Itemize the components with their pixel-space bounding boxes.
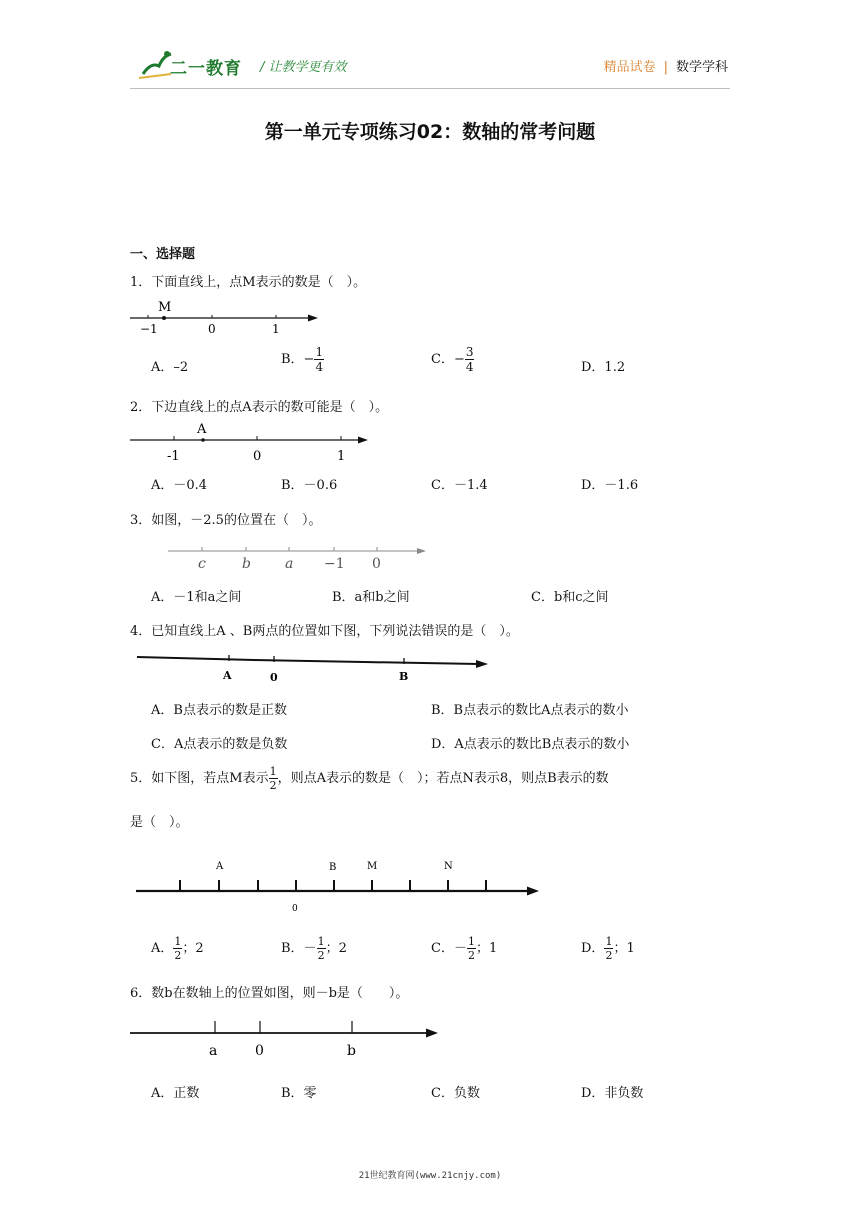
- question-4-stem: 4．已知直线上A 、B两点的位置如下图，下列说法错误的是（ ）。: [130, 624, 519, 639]
- q4-option-b: B．B点表示的数比A点表示的数小: [431, 703, 629, 718]
- question-6-stem: 6．数b在数轴上的位置如图，则－b是（ ）。: [130, 986, 409, 1001]
- q5-option-d-tail: ；1: [613, 941, 635, 956]
- header-label-exam: 精品试卷: [603, 60, 656, 75]
- q5-option-b-prefix: B．－: [281, 941, 317, 956]
- q5-label-b: B: [329, 862, 337, 873]
- q3-arrow-icon: [417, 548, 426, 554]
- q4-option-a: A．B点表示的数是正数: [151, 703, 287, 718]
- q4-number-line: [134, 648, 494, 686]
- q4-option-d: D．A点表示的数比B点表示的数小: [431, 737, 630, 752]
- q5-label-m: M: [367, 861, 378, 872]
- q3-option-c: C．b和c之间: [531, 590, 609, 605]
- q3-label-c: c: [198, 556, 206, 572]
- slogan: / 让教学更有效: [260, 60, 347, 75]
- q3-option-a: A．－1和a之间: [151, 590, 242, 605]
- q1-option-c: [431, 346, 474, 373]
- q2-option-b: B．－0.6: [281, 478, 338, 493]
- q6-label-a: a: [209, 1043, 218, 1059]
- q3-number-line: [164, 540, 434, 576]
- q3-label-b: b: [242, 556, 251, 572]
- q5-label-a: A: [216, 861, 224, 872]
- q5-option-a-tail: ；2: [182, 941, 204, 956]
- q2-point-a: [201, 438, 205, 442]
- q5-option-a-prefix: A．: [151, 941, 174, 956]
- q2-label-a: A: [197, 422, 207, 437]
- header-separator: |: [663, 60, 668, 75]
- q1-label-m: M: [158, 300, 172, 315]
- q5-option-b: [281, 936, 347, 961]
- q5-option-a: [151, 936, 204, 961]
- q1-option-b-fraction: $\frac{1}{4}$: [315, 345, 324, 374]
- q1-point-m: [162, 316, 166, 320]
- q1-label-minus1: −1: [140, 322, 158, 336]
- q1-arrow-icon: [308, 315, 318, 322]
- question-5-stem-cont: 是（ ）。: [130, 815, 189, 830]
- q2-arrow-icon: [358, 437, 368, 444]
- q5-option-c: [431, 936, 497, 961]
- q1-option-b: [281, 346, 324, 373]
- q6-option-b: B．零: [281, 1086, 317, 1101]
- q5-option-c-prefix: C．－: [431, 941, 467, 956]
- q2-label-0: 0: [253, 449, 262, 464]
- q4-label-0: 0: [270, 671, 278, 684]
- q1-label-1: 1: [272, 322, 280, 336]
- question-5-stem: [130, 766, 609, 791]
- q2-option-c: C．－1.4: [431, 478, 488, 493]
- q6-label-0: 0: [255, 1043, 264, 1059]
- question-3-stem: 3．如图，－2.5的位置在（ ）。: [130, 513, 322, 528]
- q3-label-a: a: [285, 556, 294, 572]
- question-1-stem: 1．下面直线上，点M表示的数是（ ）。: [130, 275, 367, 290]
- q5-label-n: N: [444, 861, 453, 872]
- q5-option-a-fraction: $\frac{1}{2}$: [174, 935, 182, 962]
- q1-label-0: 0: [208, 322, 216, 336]
- q1-option-c-fraction: $\frac{3}{4}$: [465, 345, 474, 374]
- q6-option-c: C．负数: [431, 1086, 480, 1101]
- logo-text: 二一教育: [170, 59, 242, 79]
- q3-label-minus1: −1: [324, 556, 345, 572]
- header-label-subject: 数学学科: [675, 60, 728, 75]
- q5-option-b-tail: ；2: [325, 941, 347, 956]
- q5-option-c-tail: ；1: [475, 941, 498, 956]
- q4-axis: [137, 657, 479, 664]
- q4-arrow-icon: [476, 660, 488, 668]
- section-heading: 一、选择题: [130, 247, 196, 262]
- header-right: [604, 56, 728, 75]
- q1-number-line: [128, 296, 328, 338]
- q2-option-a: A．－0.4: [151, 478, 208, 493]
- q6-arrow-icon: [426, 1029, 438, 1038]
- q5-number-line: [134, 856, 544, 916]
- q6-number-line: [128, 1016, 448, 1060]
- q1-option-c-prefix: C．−: [431, 352, 465, 367]
- q3-option-b: B．a和b之间: [332, 590, 410, 605]
- q5-stem-part2: ，则点A表示的数是（ ）；若点N表示8，则点B表示的数: [277, 771, 609, 786]
- q4-option-c: C．A点表示的数是负数: [151, 737, 288, 752]
- footer: 21世纪教育网(www.21cnjy.com): [358, 1171, 502, 1181]
- q5-option-d-fraction: $\frac{1}{2}$: [605, 935, 613, 962]
- q4-label-b: B: [399, 670, 409, 683]
- question-2-stem: 2．下边直线上的点A表示的数可能是（ ）。: [130, 400, 389, 415]
- q5-option-d: [581, 936, 635, 961]
- q1-option-d: D．1.2: [581, 360, 626, 375]
- q6-label-b: b: [347, 1043, 356, 1059]
- q2-number-line: [128, 418, 378, 466]
- q3-label-0: 0: [372, 556, 381, 572]
- q1-option-b-prefix: B．−: [281, 352, 315, 367]
- q5-stem-fraction: $\frac{1}{2}$: [269, 765, 277, 792]
- q2-option-d: D．－1.6: [581, 478, 639, 493]
- header-rule: [130, 88, 730, 89]
- q5-option-d-prefix: D．: [581, 941, 605, 956]
- q5-label-0: 0: [292, 904, 298, 914]
- page-title: 第一单元专项练习02：数轴的常考问题: [264, 121, 596, 143]
- q4-label-a: A: [223, 669, 232, 682]
- q5-stem-part1: 5．如下图，若点M表示: [130, 771, 269, 786]
- q6-option-d: D．非负数: [581, 1086, 644, 1101]
- q6-option-a: A．正数: [151, 1086, 200, 1101]
- q5-option-c-fraction: $\frac{1}{2}$: [467, 935, 475, 962]
- q2-label-minus1: -1: [167, 449, 180, 464]
- q2-label-1: 1: [337, 449, 346, 464]
- q1-option-a: A．–2: [151, 360, 189, 375]
- q5-arrow-icon: [527, 887, 539, 896]
- q5-option-b-fraction: $\frac{1}{2}$: [317, 935, 325, 962]
